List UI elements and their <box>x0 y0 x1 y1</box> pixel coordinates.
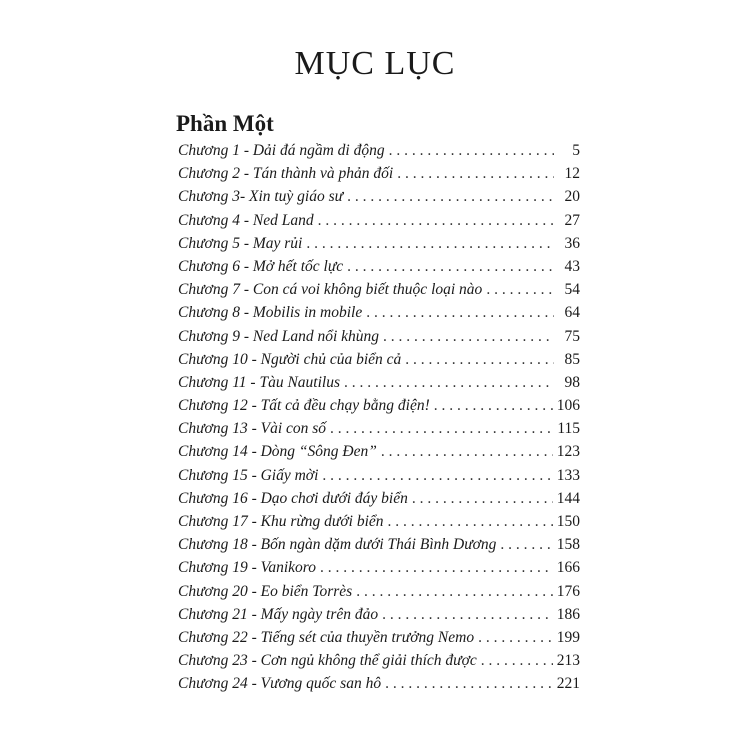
dot-leader <box>318 209 554 232</box>
page-number: 123 <box>556 443 580 461</box>
chapter-title: Chương 15 - Giấy mời <box>178 466 319 484</box>
dot-leader <box>478 626 553 649</box>
page-number: 20 <box>564 188 580 206</box>
chapter-title: Chương 16 - Dạo chơi dưới đáy biển <box>178 489 408 507</box>
chapter-title: Chương 11 - Tàu Nautilus <box>178 373 340 391</box>
page-number: 36 <box>564 234 580 252</box>
toc-entry[interactable] <box>178 440 580 463</box>
page-number: 166 <box>556 559 580 577</box>
page-number: 186 <box>556 605 580 623</box>
toc-entry[interactable] <box>178 348 580 371</box>
toc-entry[interactable] <box>178 185 580 208</box>
toc-entry[interactable] <box>178 626 580 649</box>
dot-leader <box>397 162 554 185</box>
dot-leader <box>344 371 554 394</box>
page-number: 43 <box>564 257 580 275</box>
chapter-title: Chương 9 - Ned Land nổi khùng <box>178 327 380 345</box>
toc-entry[interactable] <box>178 232 580 255</box>
chapter-title: Chương 1 - Dải đá ngầm di động <box>178 142 385 159</box>
toc-entry[interactable] <box>178 278 580 301</box>
toc-entry[interactable] <box>178 487 580 510</box>
page-number: 176 <box>556 582 580 600</box>
dot-leader <box>347 255 554 278</box>
chapter-title: Chương 20 - Eo biển Torrès <box>178 582 353 600</box>
dot-leader <box>356 580 553 603</box>
toc-entry[interactable] <box>178 510 580 533</box>
dot-leader <box>388 510 553 533</box>
page-number: 158 <box>556 536 580 554</box>
toc-entry[interactable] <box>178 394 580 417</box>
toc-entry[interactable] <box>178 325 580 348</box>
toc-entry[interactable] <box>178 649 580 672</box>
page-number: 144 <box>556 489 580 507</box>
chapter-title: Chương 19 - Vanikoro <box>178 559 316 577</box>
toc-entry[interactable] <box>178 533 580 556</box>
dot-leader <box>434 394 553 417</box>
toc-entry[interactable] <box>178 672 580 695</box>
toc-entry[interactable] <box>178 139 580 162</box>
chapter-title: Chương 4 - Ned Land <box>178 211 314 229</box>
table-of-contents <box>178 139 580 696</box>
chapter-title: Chương 10 - Người chủ của biển cả <box>178 350 402 368</box>
chapter-title: Chương 7 - Con cá voi không biết thuộc loại nào <box>178 281 483 299</box>
chapter-title: Chương 3- Xin tuỳ giáo sư <box>178 188 344 206</box>
dot-leader <box>381 440 553 463</box>
page-title: MỤC LỤC <box>294 45 456 82</box>
page-number: 98 <box>564 373 580 391</box>
chapter-title: Chương 13 - Vài con số <box>178 420 327 438</box>
toc-entry[interactable] <box>178 209 580 232</box>
toc-entry[interactable] <box>178 255 580 278</box>
toc-entry[interactable] <box>178 603 580 626</box>
chapter-title: Chương 6 - Mở hết tốc lực <box>178 257 344 275</box>
toc-entry[interactable] <box>178 162 580 185</box>
chapter-title: Chương 17 - Khu rừng dưới biển <box>178 513 384 530</box>
dot-leader <box>320 556 553 579</box>
toc-entry[interactable] <box>178 417 580 440</box>
chapter-title: Chương 12 - Tất cả đều chạy bằng điện! <box>178 397 430 415</box>
page-number: 221 <box>556 675 580 693</box>
toc-entry[interactable] <box>178 464 580 487</box>
toc-entry[interactable] <box>178 580 580 603</box>
dot-leader <box>500 533 552 556</box>
dot-leader <box>382 603 553 626</box>
dot-leader <box>366 301 554 324</box>
page-number: 75 <box>564 327 580 345</box>
page-number: 85 <box>564 350 580 368</box>
toc-entry[interactable] <box>178 301 580 324</box>
part-heading: Phần Một <box>176 111 274 136</box>
chapter-title: Chương 18 - Bốn ngàn dặm dưới Thái Bình Dương <box>178 536 497 554</box>
dot-leader <box>306 232 554 255</box>
dot-leader <box>481 649 553 672</box>
page-number: 64 <box>564 304 580 322</box>
chapter-title: Chương 22 - Tiếng sét của thuyền trưởng Nemo <box>178 628 475 646</box>
dot-leader <box>330 417 553 440</box>
page-number: 133 <box>556 466 580 484</box>
dot-leader <box>322 464 552 487</box>
chapter-title: Chương 14 - Dòng “Sông Đen” <box>178 443 377 461</box>
chapter-title: Chương 8 - Mobilis in mobile <box>178 304 363 322</box>
page-number: 199 <box>556 628 580 646</box>
chapter-title: Chương 24 - Vương quốc san hô <box>178 675 382 693</box>
dot-leader <box>412 487 553 510</box>
chapter-title: Chương 2 - Tán thành và phản đối <box>178 165 394 183</box>
dot-leader <box>383 325 554 348</box>
page-number: 12 <box>564 165 580 183</box>
dot-leader <box>486 278 554 301</box>
dot-leader <box>385 672 553 695</box>
page-number: 150 <box>556 513 580 530</box>
page-number: 106 <box>556 397 580 415</box>
chapter-title: Chương 5 - May rủi <box>178 234 303 252</box>
dot-leader <box>405 348 554 371</box>
page-number: 213 <box>556 652 580 670</box>
toc-entry[interactable] <box>178 556 580 579</box>
chapter-title: Chương 23 - Cơn ngủ không thể giải thích được <box>178 652 477 670</box>
toc-entry[interactable] <box>178 371 580 394</box>
dot-leader <box>389 139 554 162</box>
dot-leader <box>347 185 554 208</box>
page-number: 115 <box>557 420 580 438</box>
page-number: 54 <box>564 281 580 299</box>
page-number: 27 <box>564 211 580 229</box>
chapter-title: Chương 21 - Mấy ngày trên đảo <box>178 605 379 623</box>
page-number: 5 <box>572 142 580 159</box>
